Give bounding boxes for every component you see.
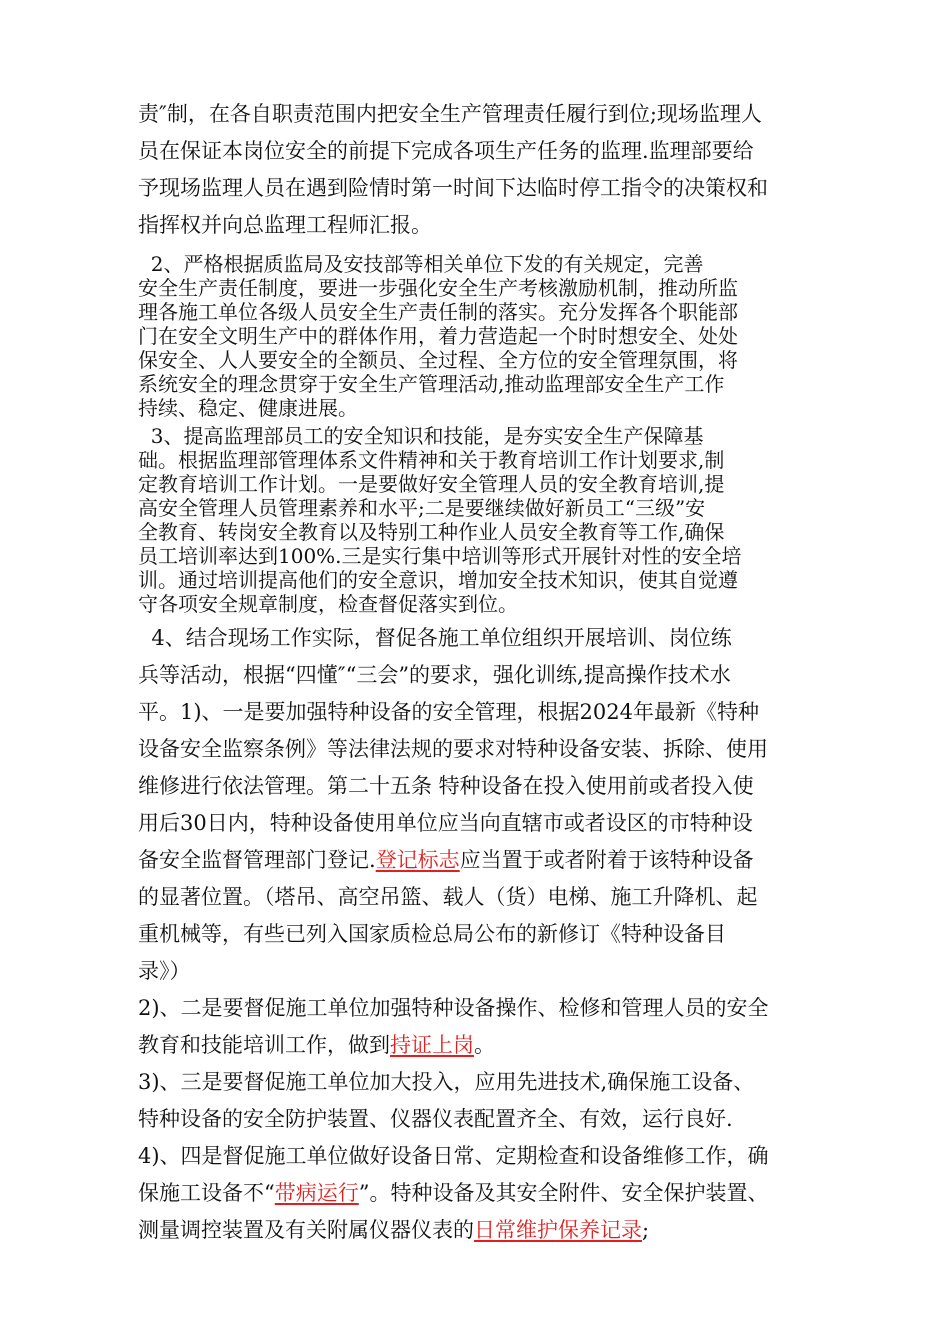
- paragraph-4-line: 录》）: [138, 959, 191, 983]
- paragraph-3-line: 础。根据监理部管理体系文件精神和关于教育培训工作计划要求,制: [138, 448, 725, 472]
- item-4-line: [138, 1177, 768, 1207]
- paragraph-2-line: 2、严格根据质监局及安技部等相关单位下发的有关规定，完善: [138, 252, 704, 276]
- text-segment: 备安全监督管理部门登记.: [138, 848, 376, 872]
- paragraph-2-line: 保安全、人人要安全的全额员、全过程、全方位的安全管理氛围，将: [138, 348, 738, 372]
- certified-work-link[interactable]: 持证上岗: [390, 1033, 474, 1057]
- text-segment: 。: [474, 1033, 495, 1057]
- paragraph-2-line: 安全生产责任制度，要进一步强化安全生产考核激励机制，推动所监: [138, 276, 738, 300]
- paragraph-3-line: 全教育、转岗安全教育以及特别工种作业人员安全教育等工作,确保: [138, 520, 725, 544]
- body-line: 员在保证本岗位安全的前提下完成各项生产任务的监理.监理部要给: [138, 139, 754, 163]
- item-4-line: [138, 1214, 649, 1244]
- paragraph-4-line: 的显著位置。（塔吊、高空吊篮、载人（货）电梯、施工升降机、起: [138, 885, 758, 909]
- text-segment: 保施工设备不“: [138, 1181, 275, 1205]
- paragraph-4-line: 用后30日内，特种设备使用单位应当向直辖市或者设区的市特种设: [138, 811, 753, 835]
- item-2-line: 2)、二是要督促施工单位加强特种设备操作、检修和管理人员的安全: [138, 996, 769, 1020]
- item-2-line: [138, 1029, 495, 1059]
- registration-mark-link[interactable]: 登记标志: [375, 848, 460, 872]
- paragraph-3-line: 员工培训率达到100%.三是实行集中培训等形式开展针对性的安全培: [138, 544, 742, 568]
- body-line: 指挥权并向总监理工程师汇报。: [138, 213, 432, 237]
- body-line: 予现场监理人员在遇到险情时第一时间下达临时停工指令的决策权和: [138, 176, 768, 200]
- paragraph-3-line: 守各项安全规章制度，检查督促落实到位。: [138, 592, 518, 616]
- text-segment: 教育和技能培训工作，做到: [138, 1033, 390, 1057]
- paragraph-4-line: 设备安全监察条例》等法律法规的要求对特种设备安装、拆除、使用: [138, 737, 768, 761]
- paragraph-4-line: 平。1)、一是要加强特种设备的安全管理，根据2024年最新《特种: [138, 700, 759, 724]
- faulty-operation-link[interactable]: 带病运行: [274, 1181, 359, 1205]
- paragraph-3-line: 3、提高监理部员工的安全知识和技能，是夯实安全生产保障基: [138, 424, 704, 448]
- text-segment: ”。特种设备及其安全附件、安全保护装置、: [358, 1181, 769, 1205]
- item-3-line: 3)、三是要督促施工单位加大投入，应用先进技术,确保施工设备、: [138, 1070, 755, 1094]
- maintenance-record-link[interactable]: 日常维护保养记录: [474, 1218, 642, 1242]
- body-line: 责″制，在各自职责范围内把安全生产管理责任履行到位;现场监理人: [138, 102, 762, 126]
- text-segment: 测量调控装置及有关附属仪器仪表的: [138, 1218, 474, 1242]
- text-segment: 应当置于或者附着于该特种设备: [459, 848, 754, 872]
- paragraph-2-line: 理各施工单位各级人员安全生产责任制的落实。充分发挥各个职能部: [138, 300, 738, 324]
- paragraph-3-line: 定教育培训工作计划。一是要做好安全管理人员的安全教育培训,提: [138, 472, 725, 496]
- paragraph-4-line: [138, 844, 754, 874]
- paragraph-4-line: 维修进行依法管理。第二十五条 特种设备在投入使用前或者投入使: [138, 774, 754, 798]
- item-3-line: 特种设备的安全防护装置、仪器仪表配置齐全、有效，运行良好.: [138, 1107, 733, 1131]
- item-4-line: 4)、四是督促施工单位做好设备日常、定期检查和设备维修工作，确: [138, 1144, 769, 1168]
- paragraph-2-line: 持续、稳定、健康进展。: [138, 396, 358, 420]
- paragraph-3-line: 训。通过培训提高他们的安全意识，增加安全技术知识，使其自觉遵: [138, 568, 738, 592]
- paragraph-2-line: 门在安全文明生产中的群体作用，着力营造起一个时时想安全、处处: [138, 324, 738, 348]
- paragraph-3-line: 高安全管理人员管理素养和水平;二是要继续做好新员工“三级”安: [138, 496, 706, 520]
- paragraph-4-line: 兵等活动，根据“四懂″“三会”的要求，强化训练,提高操作技术水: [138, 663, 731, 687]
- paragraph-4-line: 重机械等，有些已列入国家质检总局公布的新修订《特种设备目: [138, 922, 726, 946]
- paragraph-2-line: 系统安全的理念贯穿于安全生产管理活动,推动监理部安全生产工作: [138, 372, 725, 396]
- paragraph-4-line: 4、结合现场工作实际，督促各施工单位组织开展培训、岗位练: [138, 626, 732, 650]
- text-segment: ;: [642, 1218, 650, 1242]
